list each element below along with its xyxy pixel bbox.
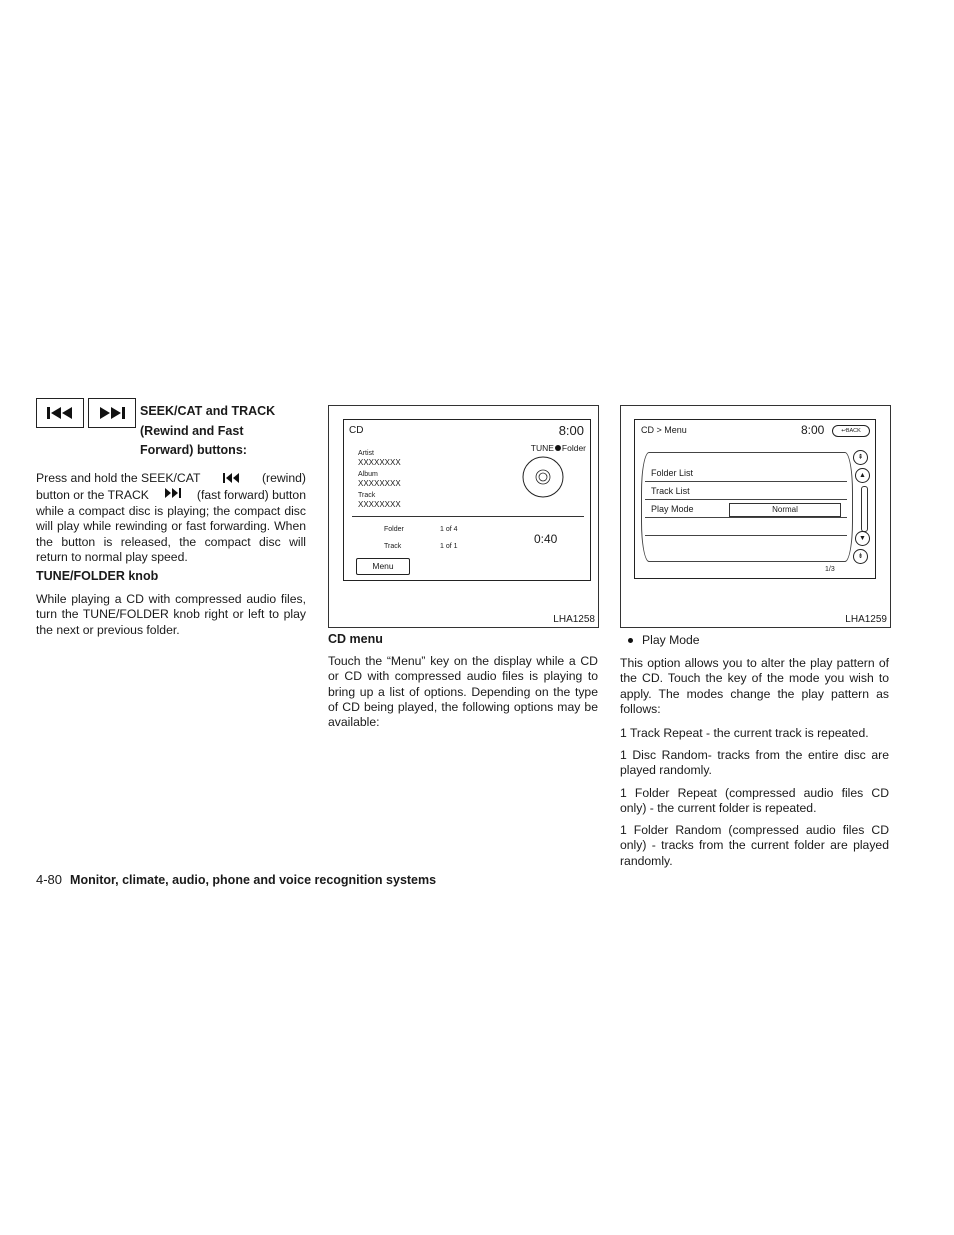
tune-paragraph: While playing a CD with compressed audio files, turn the TUNE/FOLDER knob right or left to play the next or previous folder. [36, 592, 306, 637]
back-label: BACK [845, 428, 861, 434]
bullet-icon [628, 638, 633, 643]
track-label: Track [358, 492, 376, 499]
play-mode-intro: This option allows you to alter the play pattern of the CD. Touch the key of the mode you wish to apply. The modes change the play pattern as follows: [620, 656, 889, 716]
back-button[interactable] [832, 425, 870, 437]
cd-time: 8:00 [558, 423, 584, 438]
figure-2-label: LHA1259 [845, 614, 887, 625]
track-count-value: 1 of 1 [440, 543, 458, 550]
chapter-title: Monitor, climate, audio, phone and voice recognition systems [70, 873, 437, 887]
seek-heading [140, 402, 275, 461]
figure-cd-screen [328, 405, 599, 628]
disc-icon [522, 456, 564, 498]
figure-1-label: LHA1258 [553, 614, 595, 625]
cd-menu-title: CD > Menu [641, 425, 687, 435]
figure-cd-menu-screen [620, 405, 891, 628]
seek-text-rest: while a compact disc is playing; the compact disc will play while rewinding or fast forwarding. When the button is released, the compact disc will return to normal play speed. [36, 504, 306, 564]
seek-text-a: Press and hold the SEEK/CAT [36, 471, 201, 485]
knob-icon [555, 445, 561, 451]
cd-menu-display [634, 419, 876, 579]
track-fast-forward-button-icon [88, 398, 136, 428]
rewind-icon [223, 473, 239, 483]
tune-heading: TUNE/FOLDER knob [36, 569, 159, 583]
seek-text-d: (fast forward) button [196, 488, 306, 502]
folder-value: 1 of 4 [440, 526, 458, 533]
album-value: XXXXXXXX [358, 479, 401, 488]
scroll-top-button-icon[interactable]: ⇞ [853, 450, 868, 465]
folder-label: Folder [384, 526, 404, 533]
track-count-label: Track [384, 543, 402, 550]
scroll-up-button-icon[interactable]: ▲ [855, 468, 870, 483]
play-mode-bullet [628, 633, 700, 647]
fast-forward-icon [165, 488, 181, 498]
seek-line2 [36, 487, 306, 504]
page-number: 4-80 [36, 872, 63, 887]
scroll-bottom-button-icon[interactable]: ⇟ [853, 549, 868, 564]
menu-button[interactable]: Menu [356, 558, 410, 575]
page-indicator: 1/3 [825, 566, 835, 573]
tune-folder-indicator [531, 443, 586, 453]
tune-text: TUNE [530, 443, 554, 453]
menu-item-empty[interactable] [645, 518, 847, 536]
seek-heading-line3: Forward) buttons: [140, 443, 247, 457]
seek-text-c: button or the TRACK [36, 488, 149, 502]
option-track-repeat: 1 Track Repeat - the current track is repeated. [620, 726, 869, 740]
seek-heading-line1: SEEK/CAT and TRACK [140, 404, 276, 418]
menu-item-track-list[interactable]: Track List [645, 482, 847, 500]
option-folder-repeat: 1 Folder Repeat (compressed audio files CD only) - the current folder is repeated. [620, 786, 889, 816]
menu-list [635, 448, 875, 573]
play-mode-bullet-text: Play Mode [642, 633, 700, 647]
cd-title: CD [349, 425, 364, 436]
seek-text-b: (rewind) [261, 471, 306, 485]
folder-text: Folder [561, 443, 586, 453]
seek-line1 [36, 470, 306, 487]
seek-rewind-button-icon [36, 398, 84, 428]
scrollbar[interactable] [861, 486, 868, 532]
artist-value: XXXXXXXX [358, 458, 401, 467]
seek-heading-line2: (Rewind and Fast [140, 423, 244, 438]
track-value: XXXXXXXX [358, 500, 401, 509]
cd-display [343, 419, 591, 581]
elapsed-time: 0:40 [534, 532, 558, 546]
cd-divider [352, 516, 584, 517]
option-folder-random: 1 Folder Random (compressed audio files CD only) - tracks from the current folder are played randomly. [620, 823, 889, 868]
play-mode-value: Normal [729, 503, 841, 517]
artist-label: Artist [358, 450, 374, 457]
cd-menu-time: 8:00 [801, 423, 825, 437]
album-label: Album [358, 471, 378, 478]
seek-paragraph [36, 470, 306, 565]
cd-menu-paragraph: Touch the “Menu” key on the display while a CD or CD with compressed audio files is playing to bring up a list of options. Depending on the type of CD being played, the following options may be available: [328, 654, 598, 730]
play-mode-label: Play Mode [651, 504, 694, 514]
menu-item-folder-list[interactable]: Folder List [645, 464, 847, 482]
cd-menu-heading: CD menu [328, 632, 383, 646]
back-arrow-icon: ↩ [841, 428, 846, 434]
page-footer [36, 872, 436, 887]
scroll-down-button-icon[interactable]: ▼ [855, 531, 870, 546]
menu-item-play-mode[interactable] [645, 500, 847, 518]
option-disc-random: 1 Disc Random- tracks from the entire disc are played randomly. [620, 748, 889, 778]
